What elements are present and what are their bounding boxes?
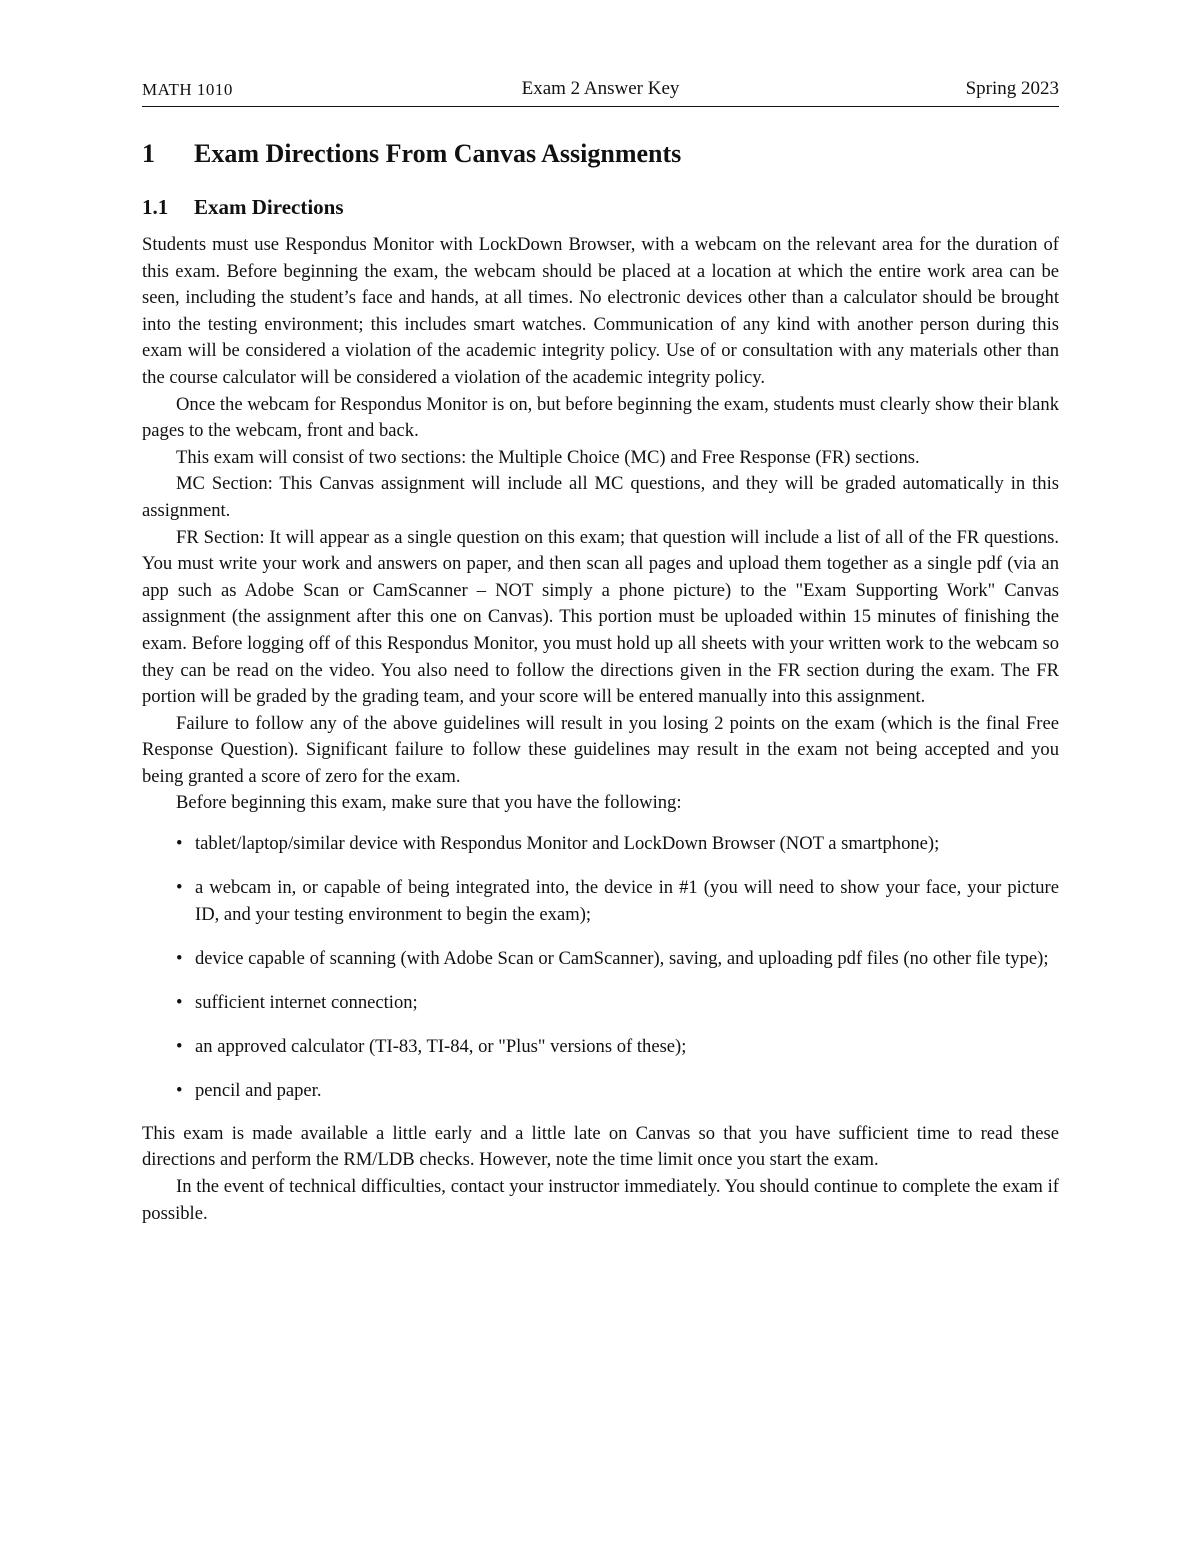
subsection-heading xyxy=(142,192,1059,222)
bullet-icon: • xyxy=(176,1080,183,1102)
paragraph-availability: This exam is made available a little early and a little late on Canvas so that you have sufficient time to read these directions and perform the RM/LDB checks. However, note the time limit once you start the exam. xyxy=(142,1122,1059,1171)
paragraph-monitor-requirements: Students must use Respondus Monitor with LockDown Browser, with a webcam on the relevant area for the duration of this exam. Before beginning the exam, the webcam should be placed at a location at which the entire work area can be seen, including the student’s face and hands, at all times. No electronic devices other than a calculator should be brought into the testing environment; this includes smart watches. Communication of any kind with another person during this exam will be considered a violation of the academic integrity policy. Use of or consultation with any materials other than the course calculator will be considered a violation of the academic integrity policy. xyxy=(142,234,1059,388)
requirements-list xyxy=(142,831,1059,1105)
bullet-icon: • xyxy=(176,877,183,899)
list-item-text: pencil and paper. xyxy=(195,1080,322,1102)
bullet-icon: • xyxy=(176,991,183,1013)
header-title: Exam 2 Answer Key xyxy=(521,78,680,99)
list-item-text: an approved calculator (TI-83, TI-84, or "Plus" versions of these); xyxy=(195,1036,687,1058)
section-number: 1 xyxy=(142,139,155,168)
header-course: MATH 1010 xyxy=(142,80,233,99)
paragraph-two-sections: This exam will consist of two sections: the Multiple Choice (MC) and Free Response (FR) sections. xyxy=(176,446,920,468)
subsection-number: 1.1 xyxy=(142,195,169,219)
paragraph-fr-section: FR Section: It will appear as a single question on this exam; that question will include a list of all of the FR questions. You must write your work and answers on paper, and then scan all pages and upload them together as a single pdf (via an app such as Adobe Scan or CamScanner – NOT simply a phone picture) to the "Exam Supporting Work" Canvas assignment (the assignment after this one on Canvas). This portion must be uploaded within 15 minutes of finishing the exam. Before logging off of this Respondus Monitor, you must hold up all sheets with your written work to the webcam so they can be read on the video. You also need to follow the directions given in the FR section during the exam. The FR portion will be graded by the grading team, and your score will be entered manually into this assignment. xyxy=(142,526,1059,708)
paragraph-technical-difficulties: In the event of technical difficulties, contact your instructor immediately. You should continue to complete the exam if possible. xyxy=(142,1175,1059,1224)
list-item xyxy=(176,1034,1059,1061)
paragraph-mc-section: MC Section: This Canvas assignment will include all MC questions, and they will be graded automatically in this assignment. xyxy=(142,473,1059,521)
paragraph-failure-penalty: Failure to follow any of the above guidelines will result in you losing 2 points on the exam (which is the final Free Response Question). Significant failure to follow these guidelines may result in the exam not being accepted and you being granted a score of zero for the exam. xyxy=(142,712,1059,787)
list-item-text: tablet/laptop/similar device with Respondus Monitor and LockDown Browser (NOT a smartphone); xyxy=(195,833,940,855)
paragraph-checklist-intro: Before beginning this exam, make sure that you have the following: xyxy=(176,792,682,814)
list-item xyxy=(176,1078,1059,1105)
bullet-icon: • xyxy=(176,947,183,969)
page-content xyxy=(142,134,1059,1227)
subsection-title: Exam Directions xyxy=(194,195,344,219)
list-item xyxy=(176,990,1059,1017)
list-item xyxy=(176,946,1059,973)
list-item-text: device capable of scanning (with Adobe Scan or CamScanner), saving, and uploading pdf files (no other file type); xyxy=(195,947,1049,969)
section-heading xyxy=(142,134,1059,174)
list-item-text: a webcam in, or capable of being integrated into, the device in #1 (you will need to show your face, your picture ID, and your testing environment to begin the exam); xyxy=(195,877,1059,925)
section-title: Exam Directions From Canvas Assignments xyxy=(194,139,682,168)
header-term: Spring 2023 xyxy=(965,78,1059,99)
bullet-icon: • xyxy=(176,833,183,855)
bullet-icon: • xyxy=(176,1036,183,1058)
paragraph-blank-pages: Once the webcam for Respondus Monitor is on, but before beginning the exam, students must clearly show their blank pages to the webcam, front and back. xyxy=(142,393,1060,442)
page-header xyxy=(142,78,1059,107)
list-item xyxy=(176,875,1059,928)
list-item-text: sufficient internet connection; xyxy=(195,991,418,1013)
list-item xyxy=(176,831,1059,858)
